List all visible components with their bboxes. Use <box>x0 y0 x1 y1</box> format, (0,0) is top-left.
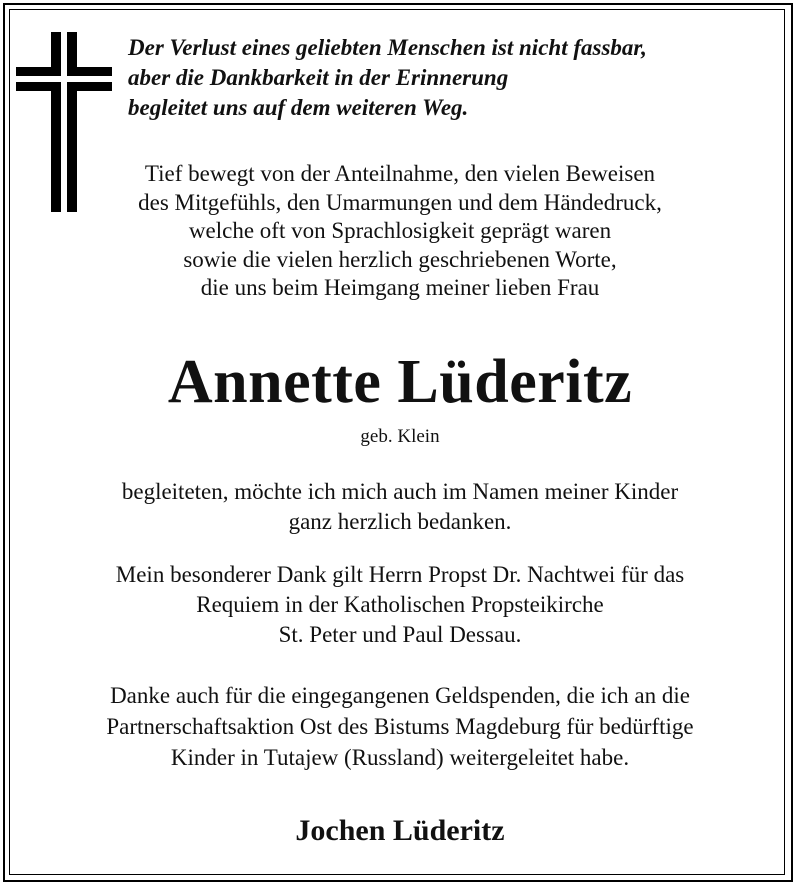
motto-line: Der Verlust eines geliebten Menschen ist nicht fassbar, <box>128 35 647 60</box>
donation-line: Danke auch für die eingegangenen Geldspenden, die ich an die <box>110 683 690 708</box>
intro-line: Tief bewegt von der Anteilnahme, den vielen Beweisen <box>144 161 656 186</box>
special-thanks-line: Mein besonderer Dank gilt Herrn Propst Dr. Nachtwei für das <box>115 562 685 587</box>
intro-line: des Mitgefühls, den Umarmungen und dem Händedruck, <box>138 189 662 215</box>
motto-line: begleitet uns auf dem weiteren Weg. <box>128 95 469 120</box>
intro-line: sowie die vielen herzlich geschriebenen Worte, <box>183 246 617 272</box>
intro-line: die uns beim Heimgang meiner lieben Frau <box>200 275 600 300</box>
thanks-paragraph <box>20 477 780 537</box>
special-thanks-paragraph <box>20 560 780 650</box>
maiden-name: geb. Klein <box>360 426 440 447</box>
intro-paragraph <box>20 160 780 303</box>
donation-paragraph <box>20 680 780 773</box>
special-thanks-line: St. Peter und Paul Dessau. <box>278 622 522 647</box>
special-thanks-line: Requiem in der Katholischen Propsteikirche <box>196 592 604 617</box>
motto <box>128 33 778 123</box>
thanks-line: begleiteten, möchte ich mich auch im Namen meiner Kinder <box>121 479 679 504</box>
donation-line: Kinder in Tutajew (Russland) weitergeleitet habe. <box>170 745 630 770</box>
signature: Jochen Lüderitz <box>295 814 505 847</box>
donation-line: Partnerschaftsaktion Ost des Bistums Magdeburg für bedürftige <box>106 714 694 739</box>
motto-line: aber die Dankbarkeit in der Erinnerung <box>128 65 509 90</box>
thanks-line: ganz herzlich bedanken. <box>288 509 512 534</box>
intro-line: welche oft von Sprachlosigkeit geprägt waren <box>188 218 612 243</box>
deceased-name: Annette Lüderitz <box>167 348 633 416</box>
